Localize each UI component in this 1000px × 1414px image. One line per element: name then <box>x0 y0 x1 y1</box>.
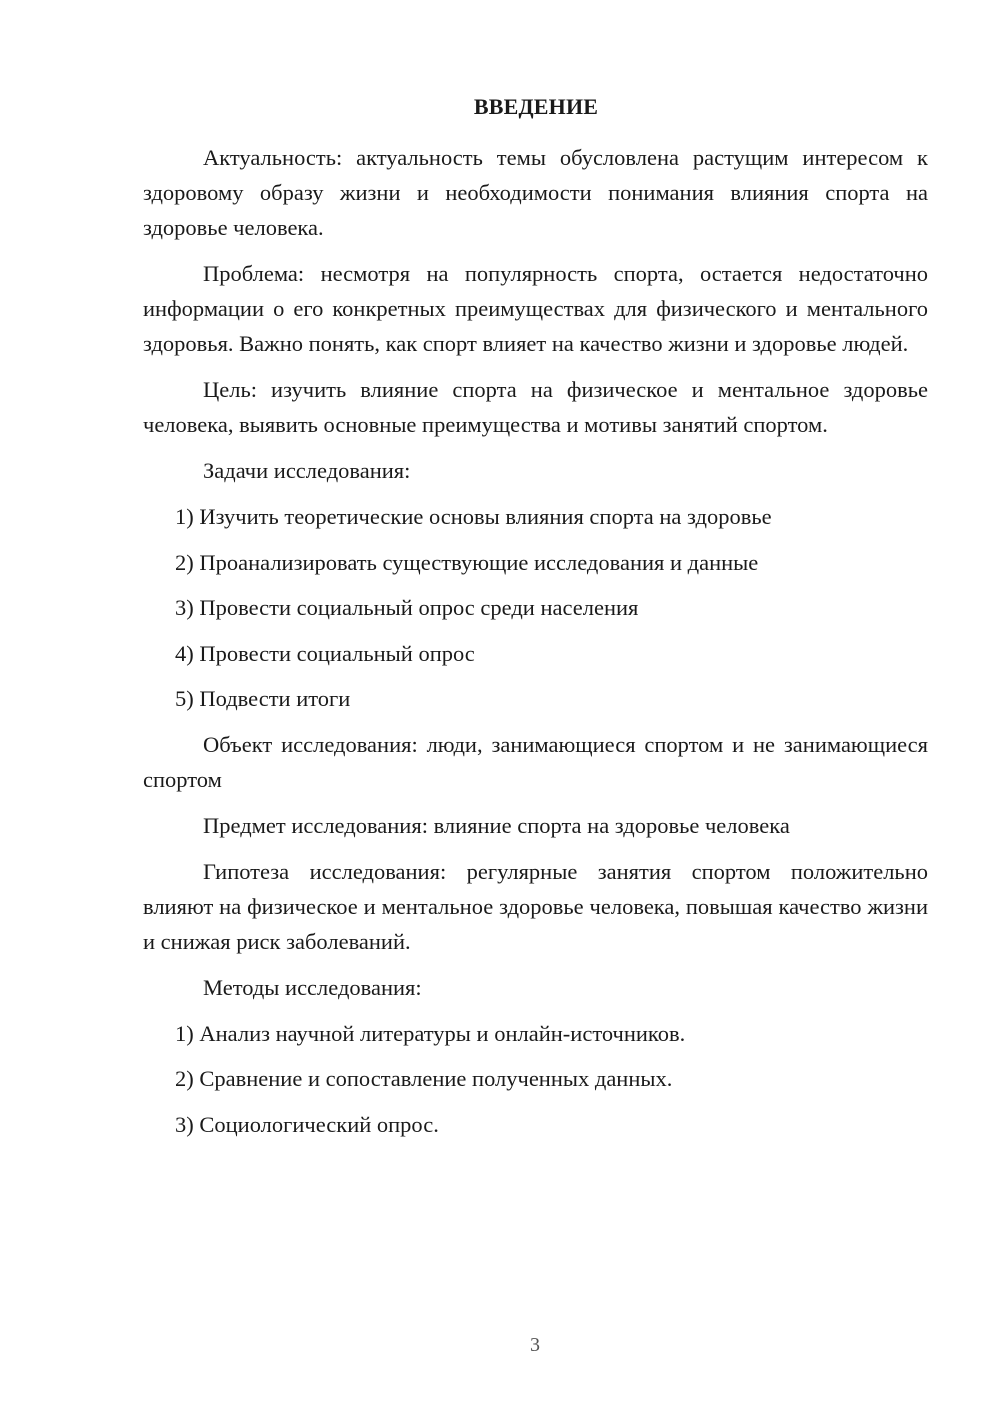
document-body <box>143 140 928 1152</box>
task-item-1: 1) Изучить теоретические основы влияния спорта на здоровье <box>175 504 772 529</box>
paragraph-subject: Предмет исследования: влияние спорта на здоровье человека <box>203 812 790 838</box>
paragraph-hypothesis: Гипотеза исследования: регулярные занятия спортом положительно влияют на физическое и ментальное здоровье человека, повышая качество жизни и снижая риск заболеваний. <box>143 858 928 954</box>
method-item-3: 3) Социологический опрос. <box>175 1111 439 1137</box>
page-title: ВВЕДЕНИЕ <box>473 94 599 119</box>
paragraph-object: Объект исследования: люди, занимающиеся спортом и не занимающиеся спортом <box>143 731 928 792</box>
paragraph-goal: Цель: изучить влияние спорта на физическое и ментальное здоровье человека, выявить основные преимущества и мотивы занятий спортом. <box>143 377 928 437</box>
page-number: 3 <box>530 1334 540 1356</box>
paragraph-problem: Проблема: несмотря на популярность спорта, остается недостаточно информации о его конкретных преимуществах для физического и ментального здоровья. Важно понять, как спорт влияет на качество жизни и здоровье людей. <box>143 261 928 356</box>
task-item-2: 2) Проанализировать существующие исследования и данные <box>175 549 759 575</box>
task-item-4: 4) Провести социальный опрос <box>175 640 475 666</box>
tasks-heading: Задачи исследования: <box>203 458 411 483</box>
method-item-2: 2) Сравнение и сопоставление полученных данных. <box>175 1066 673 1091</box>
method-item-1: 1) Анализ научной литературы и онлайн-источников. <box>175 1020 686 1046</box>
paragraph-relevance: Актуальность: актуальность темы обусловлена растущим интересом к здоровому образу жизни и необходимости понимания влияния спорта на здоровье человека. <box>143 145 928 240</box>
task-item-3: 3) Провести социальный опрос среди населения <box>175 595 639 620</box>
task-item-5: 5) Подвести итоги <box>175 686 351 711</box>
methods-heading: Методы исследования: <box>203 974 422 1000</box>
